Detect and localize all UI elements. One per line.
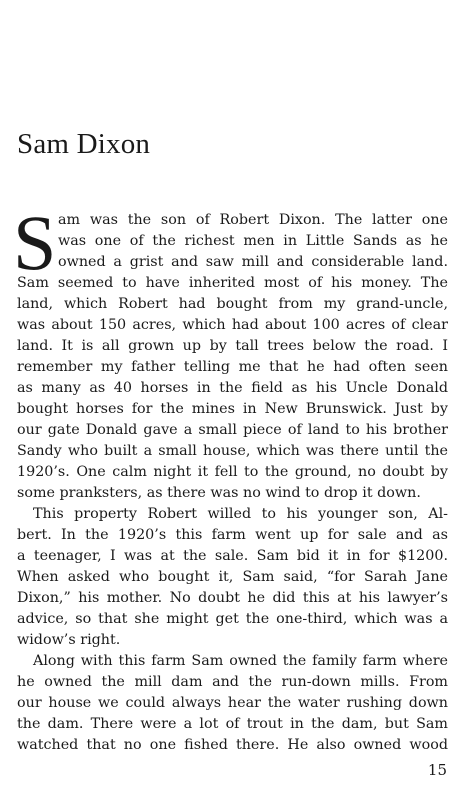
text-line: 1920’s. One calm night it fell to the ground, no doubt by [17,464,448,480]
text-line: land. It is all grown up by tall trees below the road. I [17,338,448,354]
text-line: owned a grist and saw mill and considerable land. [58,254,448,270]
page-number: 15 [427,761,447,779]
text-line: was about 150 acres, which had about 100 acres of clear [17,317,448,333]
text-line: the dam. There were a lot of trout in the dam, but Sam [17,716,448,732]
text-line: Dixon,” his mother. No doubt he did this at his lawyer’s [17,590,448,606]
text-line: This property Robert willed to his younger son, Al- [33,506,448,522]
text-line: When asked who bought it, Sam said, “for Sarah Jane [17,569,448,585]
text-line: some pranksters, as there was no wind to drop it down. [17,485,421,501]
drop-cap: S [13,199,57,286]
text-line: watched that no one fished there. He also owned wood [17,737,448,753]
text-line: Sam seemed to have inherited most of his money. The [17,275,448,291]
text-line: bert. In the 1920’s this farm went up for sale and as [17,527,448,543]
text-line: was one of the richest men in Little Sands as he [58,233,448,249]
chapter-title: Sam Dixon [17,128,151,160]
text-line: am was the son of Robert Dixon. The latter one [58,212,448,228]
text-line: remember my father telling me that he had often seen [17,359,448,375]
text-line: advice, so that she might get the one-third, which was a [17,611,448,627]
text-line: Sandy who built a small house, which was there until the [17,443,448,459]
text-line: land, which Robert had bought from my grand-uncle, [17,296,448,312]
text-line: he owned the mill dam and the run-down mills. From [17,674,448,690]
text-line: a teenager, I was at the sale. Sam bid it in for $1200. [17,548,448,564]
text-line: Along with this farm Sam owned the family farm where [33,653,448,669]
text-line: widow’s right. [17,632,121,648]
text-line: our gate Donald gave a small piece of land to his brother [17,422,448,438]
text-line: our house we could always hear the water rushing down [17,695,448,711]
text-line: bought horses for the mines in New Brunswick. Just by [17,401,448,417]
text-line: as many as 40 horses in the field as his Uncle Donald [17,380,448,396]
